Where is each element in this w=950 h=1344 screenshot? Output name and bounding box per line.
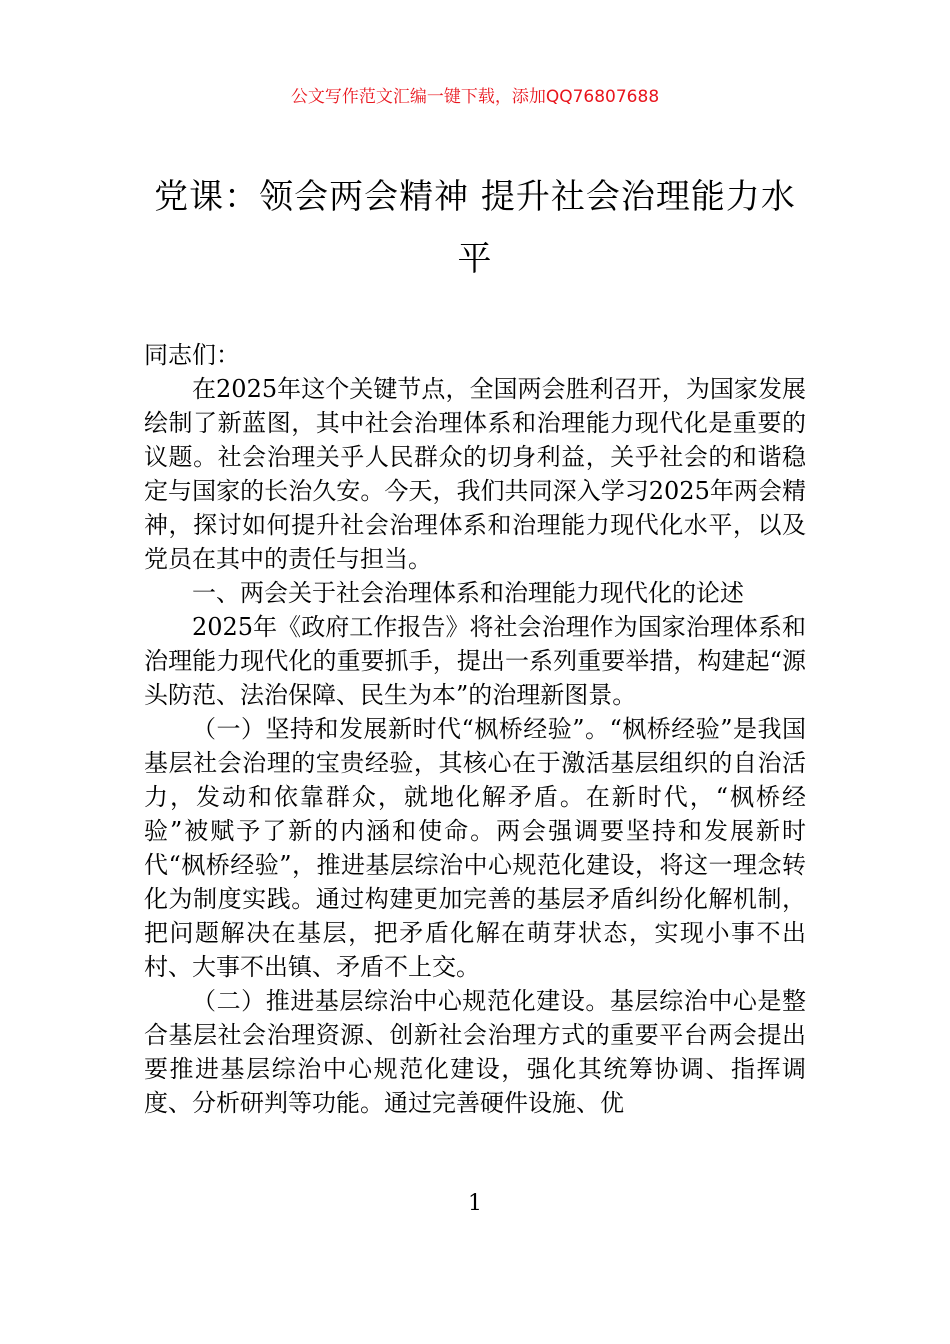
paragraph-governance-center: （二）推进基层综治中心规范化建设。基层综治中心是整合基层社会治理资源、创新社会治理方式的重要平台两会提出要推进基层综治中心规范化建设，强化其统筹协调、指挥调度、分析研判等功能。通过完善硬件设施、优 xyxy=(144,987,806,1117)
section-heading-1: 一、两会关于社会治理体系和治理能力现代化的论述 xyxy=(192,579,744,607)
paragraph-fengqiao-experience: （一）坚持和发展新时代“枫桥经验”。“枫桥经验”是我国基层社会治理的宝贵经验，其核心在于激活基层组织的自治活力，发动和依靠群众，就地化解矛盾。在新时代，“枫桥经验”被赋予了新的内涵和使命。两会强调要坚持和发展新时代“枫桥经验”，推进基层综治中心规范化建设，将这一理念转化为制度实践。通过构建更加完善的基层矛盾纠纷化解机制，把问题解决在基层，把矛盾化解在萌芽状态，实现小事不出村、大事不出镇、矛盾不上交。 xyxy=(144,715,806,981)
document-body xyxy=(144,338,806,1120)
salutation: 同志们： xyxy=(144,341,240,369)
paragraph-intro: 在2025年这个关键节点，全国两会胜利召开，为国家发展绘制了新蓝图，其中社会治理体系和治理能力现代化是重要的议题。社会治理关乎人民群众的切身利益，关乎社会的和谐稳定与国家的长治久安。今天，我们共同深入学习2025年两会精神，探讨如何提升社会治理体系和治理能力现代化水平，以及党员在其中的责任与担当。 xyxy=(144,375,806,573)
download-banner[interactable]: 公文写作范文汇编一键下载，添加QQ76807688 xyxy=(290,87,660,107)
paragraph-report-summary: 2025年《政府工作报告》将社会治理作为国家治理体系和治理能力现代化的重要抓手，提出一系列重要举措，构建起“源头防范、法治保障、民生为本”的治理新图景。 xyxy=(144,613,806,709)
document-title: 党课：领会两会精神 提升社会治理能力水平 xyxy=(154,177,796,279)
page-number: 1 xyxy=(468,1191,482,1216)
